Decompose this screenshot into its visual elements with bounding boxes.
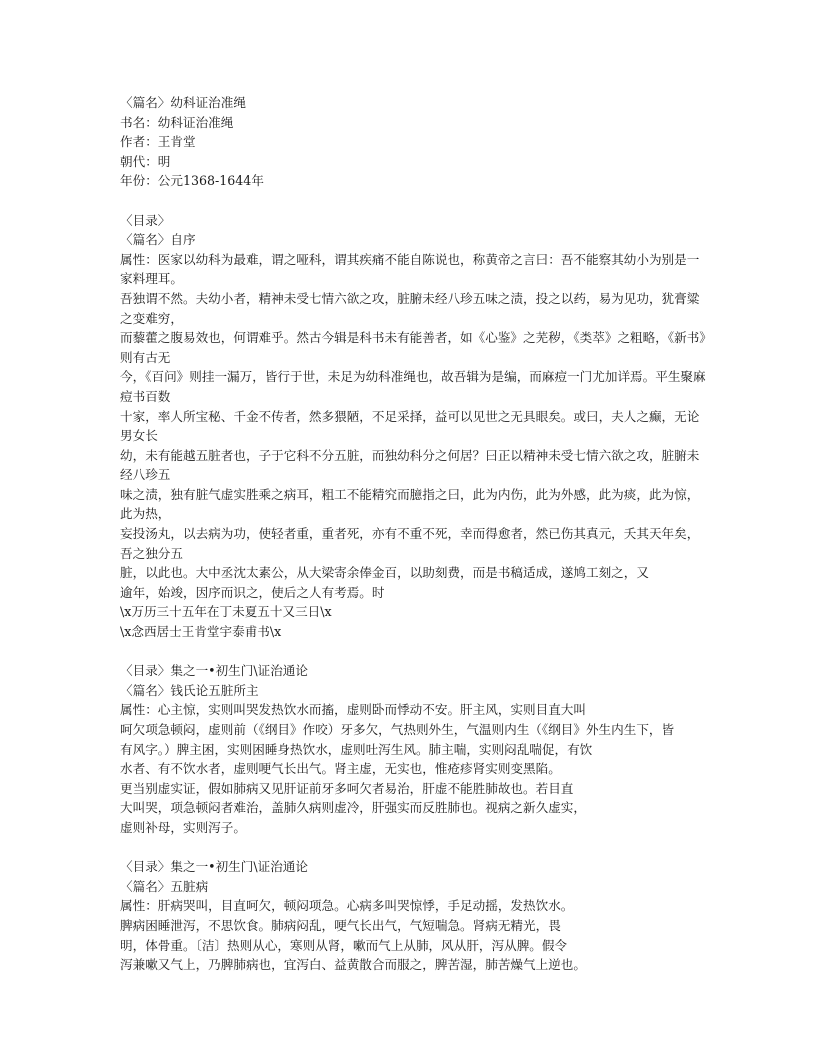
preface-line: 妄投汤丸，以去病为功，使轻者重，重者死，亦有不重不死，幸而得愈者，然已伤其真元，夭其天年矣，吾之独分五 (120, 526, 700, 561)
preface-date: \x万历三十五年在丁未夏五十又三日\x (120, 604, 332, 620)
preface-line: 十家，率人所宝秘、千金不传者，然多猥陋，不足采择，益可以见世之无具眼矣。或曰，夫人之癫，无论男女长 (120, 408, 700, 444)
preface-line: 味之渍，独有脏气虚实胜乘之病耳，粗工不能精究而臆指之曰，此为内伤，此为外感，此为痰，此为惊，此为热， (120, 486, 700, 522)
author: 作者：王肯堂 (120, 134, 196, 150)
section1-line: 大叫哭，项急顿闷者难治，盖肺久病则虚冷，肝强实而反胜肺也。视病之新久虚实， (120, 800, 586, 816)
preface-line: 吾独谓不然。夫幼小者，精神未受七情六欲之攻，脏腑未经八珍五味之渍，投之以药，易为见功，犹膏粱之变难穷， (120, 290, 700, 326)
preface-line: 今，《百问》则挂一漏万，皆行于世，未足为幼科准绳也，故吾辑为是编，而麻痘一门尤加详焉。平生聚麻痘书百数 (120, 369, 706, 404)
book-title: 书名：幼科证治准绳 (120, 114, 234, 130)
section2-line: 脾病困睡泄泻，不思饮食。肺病闷乱，哽气长出气，气短喘急。肾病无精光，畏 (120, 917, 561, 933)
spacer (120, 838, 710, 858)
section2-chapter: 〈篇名〉五脏病 (120, 878, 209, 894)
section2-line: 属性：肝病哭叫，目直呵欠，顿闷项急。心病多叫哭惊悸，手足动摇，发热饮水。 (120, 898, 574, 914)
dynasty: 朝代：明 (120, 153, 171, 169)
preface-signature: \x念西居士王肯堂宇泰甫书\x (120, 624, 282, 640)
preface-line: 脏，以此也。大中丞沈太素公，从大梁寄余俸金百，以助刻费，而是书稿适成，遂鸠工刻之，又 (120, 565, 649, 581)
section2-toc: 〈目录〉集之一•初生门\证治通论 (120, 859, 308, 875)
preface-toc: 〈目录〉 (120, 212, 171, 228)
preface-line: 属性：医家以幼科为最难，谓之哑科，谓其疾痛不能自陈说也，称黄帝之言曰：吾不能察其幼小为别是一家料理耳。 (120, 251, 700, 287)
section2-line: 泻兼嗽又气上，乃脾肺病也，宜泻白、益黄散合而服之，脾苦湿，肺苦燥气上逆也。 (120, 957, 586, 973)
section1-line: 呵欠项急顿闷，虚则前（《纲目》作咬）牙多欠，气热则外生，气温则内生（《纲目》外生内生下，皆 (120, 722, 675, 737)
section1-chapter: 〈篇名〉钱氏论五脏所主 (120, 682, 259, 698)
section1-toc: 〈目录〉集之一•初生门\证治通论 (120, 663, 308, 679)
section2-line: 明，体骨重。〔洁〕热则从心，寒则从肾，嗽而气上从肺，风从肝，泻从脾。假令 (120, 937, 568, 953)
section1-line: 水者、有不饮水者，虚则哽气长出气。肾主虚，无实也，惟疮疹肾实则变黑陷。 (120, 761, 561, 777)
preface-chapter: 〈篇名〉自序 (120, 232, 196, 248)
section1-line: 属性：心主惊，实则叫哭发热饮水而搐，虚则卧而悸动不安。肝主风，实则目直大叫 (120, 702, 586, 718)
section1-line: 有风字。）脾主困，实则困睡身热饮水，虚则吐泻生风。肺主喘，实则闷乱喘促，有饮 (120, 741, 593, 757)
preface-line: 而藜藿之腹易效也，何谓难乎。然古今辑是科书未有能善者，如《心鉴》之芜秽，《类萃》之粗略，《新书》则有古无 (120, 330, 706, 365)
section1-line: 更当别虚实证，假如肺病又见肝证前牙多呵欠者易治，肝虚不能胜肺故也。若目直 (120, 780, 574, 796)
document-page (120, 93, 710, 975)
preface-line: 逾年，始竣，因序而识之，使后之人有考焉。时 (120, 584, 385, 600)
preface-line: 幼，未有能越五脏者也，子于它科不分五脏，而独幼科分之何居？曰正以精神未受七情六欲之攻，脏腑未经八珍五 (120, 447, 700, 483)
section1-line: 虚则补母，实则泻子。 (120, 819, 246, 835)
year-range: 年份：公元1368-1644年 (120, 173, 264, 189)
spacer (120, 191, 710, 211)
chapter-tag: 〈篇名〉幼科证治准绳 (120, 95, 246, 110)
spacer (120, 642, 710, 662)
